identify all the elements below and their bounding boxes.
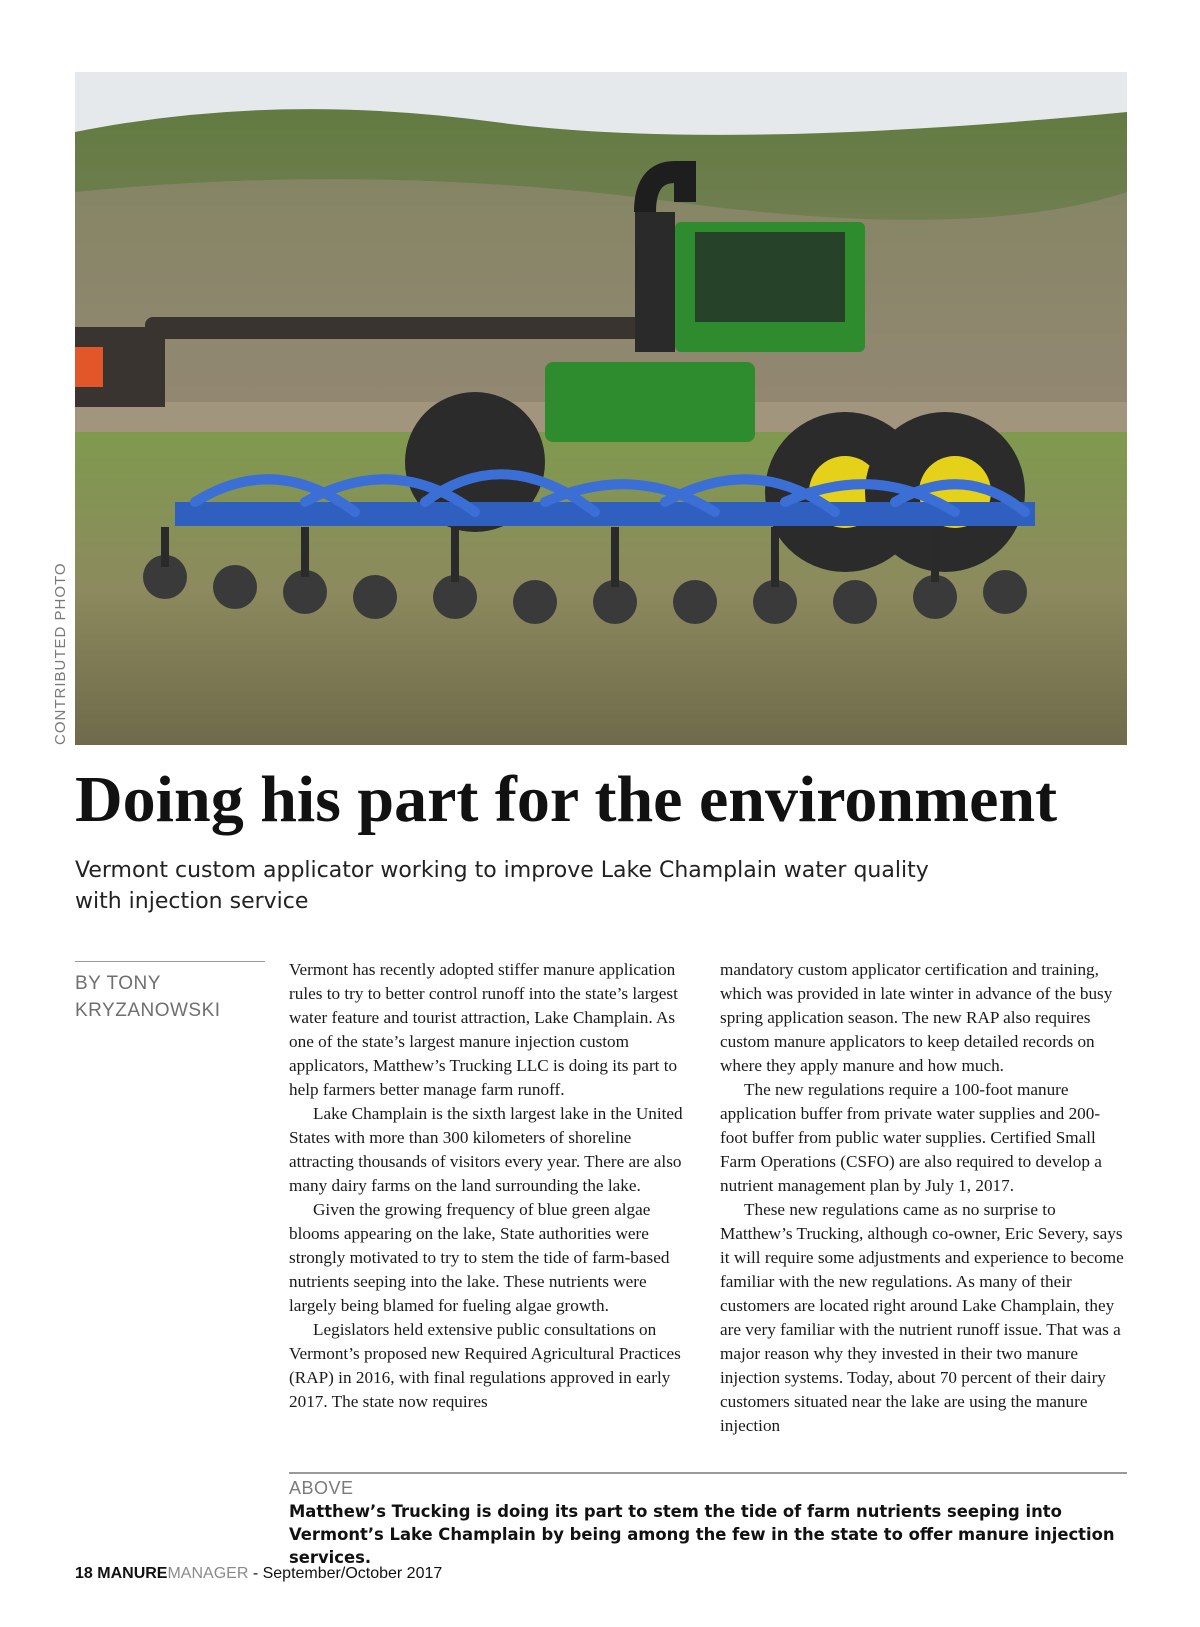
paragraph: Vermont has recently adopted stiffer manure application rules to try to better control runoff into the state’s largest water feature and tourist attraction, Lake Champlain. As one of the state’s largest manure injection custom applicators, Matthew’s Trucking LLC is doing its part to help farmers better manage farm runoff.	[289, 960, 678, 1099]
paragraph: Lake Champlain is the sixth largest lake in the United States with more than 300 kilometers of shoreline attracting thousands of visitors every year. There are also many dairy farms on the land surrounding the lake.	[289, 1104, 683, 1195]
lead-photo	[75, 72, 1127, 745]
caption-label: ABOVE	[289, 1478, 354, 1498]
paragraph: mandatory custom applicator certification and training, which was provided in late winter in advance of the busy spring application season. The new RAP also requires custom manure applicators to keep detailed records on where they apply manure and how much.	[720, 960, 1113, 1075]
photo-credit: CONTRIBUTED PHOTO	[52, 562, 69, 745]
body-column-2	[720, 958, 1125, 1438]
deck-line-1: Vermont custom applicator working to improve Lake Champlain water quality	[75, 858, 929, 883]
tractor-illustration	[75, 72, 1127, 745]
magazine-name-light: MANAGER	[167, 1565, 249, 1582]
page-footer	[75, 1563, 442, 1585]
paragraph: Legislators held extensive public consultations on Vermont’s proposed new Required Agricultural Practices (RAP) in 2016, with final regulations approved in early 2017. The state now requires	[289, 1320, 681, 1411]
byline: BY TONY KRYZANOWSKI	[75, 973, 221, 1021]
body-column-1	[289, 958, 689, 1414]
deck	[75, 855, 975, 917]
paragraph: Given the growing frequency of blue green algae blooms appearing on the lake, State authorities were strongly motivated to try to stem the tide of farm-based nutrients seeping into the lake. These nutrients were largely being blamed for fueling algae growth.	[289, 1200, 670, 1315]
page-number: 18	[75, 1565, 93, 1582]
caption-text: Matthew’s Trucking is doing its part to stem the tide of farm nutrients seeping into Vermont’s Lake Champlain by being among the few in the state to offer manure injection services.	[289, 1502, 1115, 1567]
paragraph: These new regulations came as no surprise to Matthew’s Trucking, although co-owner, Eric Severy, says it will require some adjustments and experience to become familiar with the new regulations. As many of their customers are located right around Lake Champlain, they are very familiar with the nutrient runoff issue. That was a major reason why they invested in their two manure injection systems. Today, about 70 percent of their dairy customers situated near the lake are using the manure injection	[720, 1200, 1124, 1435]
issue-date: - September/October 2017	[252, 1565, 443, 1582]
headline: Doing his part for the environment	[75, 763, 1058, 836]
magazine-name-bold: MANURE	[97, 1565, 168, 1582]
deck-line-2: with injection service	[75, 889, 309, 914]
byline-rule	[75, 961, 265, 962]
paragraph: The new regulations require a 100-foot manure application buffer from private water supplies and 200-foot buffer from public water supplies. Certified Small Farm Operations (CSFO) are also required to develop a nutrient management plan by July 1, 2017.	[720, 1080, 1102, 1195]
caption-rule	[289, 1472, 1127, 1474]
